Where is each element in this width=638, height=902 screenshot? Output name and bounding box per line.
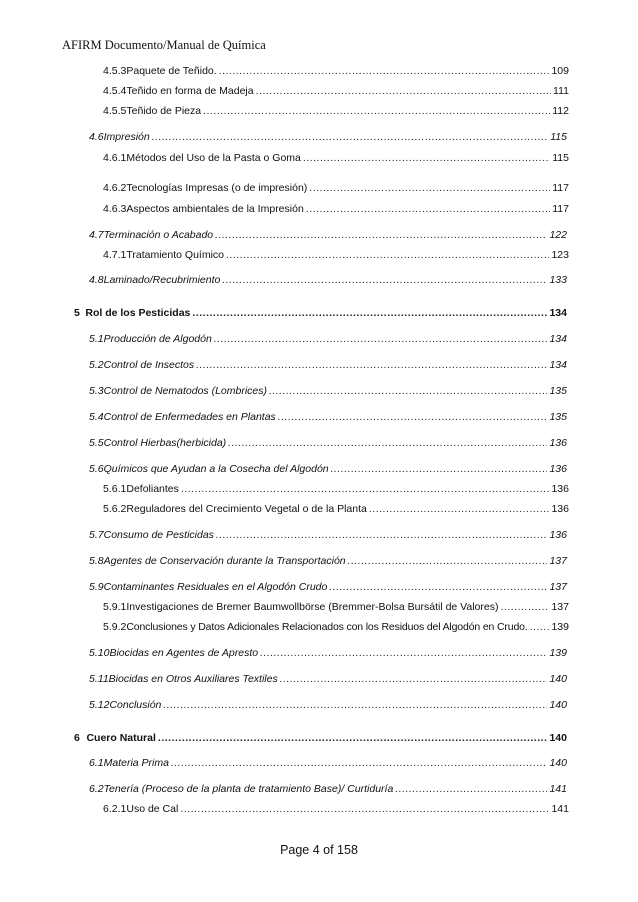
leader-dots xyxy=(196,358,547,372)
toc-number: 4.5.4 xyxy=(103,85,127,97)
toc-title: Tratamiento Químico xyxy=(126,249,225,261)
toc-entry-4-5-4[interactable] xyxy=(103,84,569,98)
leader-dots xyxy=(331,462,548,476)
toc-page: 139 xyxy=(551,621,569,633)
toc-number: 6.2.1 xyxy=(103,803,127,815)
toc-title: Contaminantes Residuales en el Algodón Crudo xyxy=(103,581,328,593)
document-header: AFIRM Documento/Manual de Química xyxy=(62,38,266,52)
toc-number: 4.7 xyxy=(89,229,104,241)
toc-entry-4-6[interactable] xyxy=(89,130,567,144)
toc-entry-5-9-2[interactable] xyxy=(103,620,569,634)
toc-page: 117 xyxy=(552,182,569,194)
toc-page: 136 xyxy=(549,529,567,541)
toc-title: Control de Nematodos (Lombrices) xyxy=(103,385,268,397)
toc-number: 5.10 xyxy=(89,647,110,659)
toc-page: 109 xyxy=(551,65,569,77)
toc-number: 5.6.2 xyxy=(103,503,127,515)
toc-title: Materia Prima xyxy=(103,757,169,769)
toc-page: 135 xyxy=(549,385,567,397)
leader-dots xyxy=(369,502,550,516)
leader-dots xyxy=(216,528,548,542)
toc-page: 137 xyxy=(549,555,567,567)
toc-entry-5-11[interactable] xyxy=(89,672,567,686)
toc-number: 4.6 xyxy=(89,131,104,143)
toc-page: 123 xyxy=(551,249,569,261)
toc-page: 140 xyxy=(549,732,567,744)
toc-entry-4-6-3[interactable] xyxy=(103,202,569,216)
toc-entry-6-2-1[interactable] xyxy=(103,802,569,816)
toc-number: 5.6 xyxy=(89,463,104,475)
toc-page: 117 xyxy=(552,203,569,215)
leader-dots xyxy=(530,620,550,634)
toc-page: 122 xyxy=(549,229,567,241)
toc-title: Uso de Cal xyxy=(126,803,179,815)
toc-number: 5.7 xyxy=(89,529,104,541)
toc-title: Tenería (Proceso de la planta de tratamiento Base)/ Curtiduría xyxy=(103,783,394,795)
toc-page: 136 xyxy=(549,437,567,449)
toc-entry-6-1[interactable] xyxy=(89,756,567,770)
toc-entry-4-8[interactable] xyxy=(89,273,567,287)
leader-dots xyxy=(500,600,549,614)
toc-title: Cuero Natural xyxy=(86,732,156,744)
toc-entry-4-5-5[interactable] xyxy=(103,104,569,118)
toc-page: 134 xyxy=(549,333,567,345)
leader-dots xyxy=(260,646,547,660)
leader-dots xyxy=(192,306,547,320)
leader-dots xyxy=(329,580,547,594)
toc-page: 115 xyxy=(550,131,567,143)
toc-title: Paquete de Teñido. xyxy=(126,65,217,77)
leader-dots xyxy=(158,731,548,745)
toc-number: 6 xyxy=(74,732,80,744)
toc-page: 136 xyxy=(551,483,569,495)
toc-entry-5-4[interactable] xyxy=(89,410,567,424)
toc-entry-5-3[interactable] xyxy=(89,384,567,398)
leader-dots xyxy=(395,782,547,796)
toc-page: 140 xyxy=(549,673,567,685)
leader-dots xyxy=(280,672,548,686)
toc-page: 134 xyxy=(549,307,567,319)
toc-number: 5.9.1 xyxy=(103,601,127,613)
toc-title: Teñido de Pieza xyxy=(126,105,202,117)
toc-number: 4.6.2 xyxy=(103,182,127,194)
toc-title: Terminación o Acabado xyxy=(103,229,214,241)
toc-entry-5-9[interactable] xyxy=(89,580,567,594)
toc-number: 5 xyxy=(74,307,80,319)
toc-number: 5.4 xyxy=(89,411,104,423)
toc-number: 5.9 xyxy=(89,581,104,593)
toc-entry-4-6-2[interactable] xyxy=(103,181,569,195)
toc-number: 5.9.2 xyxy=(103,621,127,633)
leader-dots xyxy=(222,273,547,287)
toc-title: Biocidas en Agentes de Apresto xyxy=(109,647,259,659)
toc-page: 137 xyxy=(549,581,567,593)
toc-title: Conclusiones y Datos Adicionales Relacionados con los Residuos del Algodón en Crudo. xyxy=(126,621,528,633)
toc-title: Control de Enfermedades en Plantas xyxy=(103,411,276,423)
toc-number: 5.8 xyxy=(89,555,104,567)
toc-number: 5.1 xyxy=(89,333,104,345)
toc-number: 4.5.5 xyxy=(103,105,127,117)
leader-dots xyxy=(306,202,550,216)
leader-dots xyxy=(269,384,547,398)
toc-page: 135 xyxy=(549,411,567,423)
toc-title: Conclusión xyxy=(109,699,162,711)
toc-title: Teñido en forma de Madeja xyxy=(126,85,254,97)
toc-entry-5-9-1[interactable] xyxy=(103,600,569,614)
toc-number: 6.1 xyxy=(89,757,104,769)
toc-entry-5-2[interactable] xyxy=(89,358,567,372)
toc-number: 4.8 xyxy=(89,274,104,286)
toc-page: 134 xyxy=(549,359,567,371)
toc-number: 5.5 xyxy=(89,437,104,449)
toc-number: 4.6.3 xyxy=(103,203,127,215)
toc-title: Laminado/Recubrimiento xyxy=(103,274,221,286)
page-footer: Page 4 of 158 xyxy=(280,843,358,857)
toc-number: 4.7.1 xyxy=(103,249,127,261)
leader-dots xyxy=(203,104,550,118)
toc-title: Métodos del Uso de la Pasta o Goma xyxy=(126,152,301,164)
toc-title: Consumo de Pesticidas xyxy=(103,529,214,541)
toc-entry-5-5[interactable] xyxy=(89,436,567,450)
toc-title: Investigaciones de Bremer Baumwollbörse (Bremmer-Bolsa Bursátil de Valores) xyxy=(126,601,499,613)
leader-dots xyxy=(215,228,547,242)
toc-entry-4-6-1[interactable] xyxy=(103,151,569,165)
toc-entry-6-2[interactable] xyxy=(89,782,567,796)
toc-entry-5-6-2[interactable] xyxy=(103,502,569,516)
toc-entry-5-7[interactable] xyxy=(89,528,567,542)
toc-number: 4.6.1 xyxy=(103,152,127,164)
toc-entry-4-7-1[interactable] xyxy=(103,248,569,262)
toc-entry-5-1[interactable] xyxy=(89,332,567,346)
leader-dots xyxy=(348,554,548,568)
leader-dots xyxy=(309,181,550,195)
toc-number: 5.12 xyxy=(89,699,110,711)
toc-page: 112 xyxy=(552,105,569,117)
toc-page: 141 xyxy=(549,783,567,795)
toc-title: Impresión xyxy=(103,131,150,143)
leader-dots xyxy=(180,802,549,816)
toc-number: 5.2 xyxy=(89,359,104,371)
toc-page: 141 xyxy=(551,803,569,815)
leader-dots xyxy=(256,84,551,98)
toc-number: 5.3 xyxy=(89,385,104,397)
toc-page: 140 xyxy=(549,757,567,769)
toc-title: Agentes de Conservación durante la Transportación xyxy=(103,555,346,567)
toc-page: 137 xyxy=(551,601,569,613)
leader-dots xyxy=(171,756,548,770)
toc-title: Control Hierbas(herbicida) xyxy=(103,437,227,449)
toc-title: Biocidas en Otros Auxiliares Textiles xyxy=(108,673,278,685)
toc-page: 136 xyxy=(551,503,569,515)
toc-title: Producción de Algodón xyxy=(103,333,212,345)
toc-number: 4.5.3 xyxy=(103,65,127,77)
toc-entry-5-10[interactable] xyxy=(89,646,567,660)
toc-title: Tecnologías Impresas (o de impresión) xyxy=(126,182,308,194)
leader-dots xyxy=(278,410,548,424)
leader-dots xyxy=(214,332,548,346)
toc-entry-5-12[interactable] xyxy=(89,698,567,712)
toc-page: 133 xyxy=(549,274,567,286)
toc-entry-5[interactable] xyxy=(62,306,567,320)
leader-dots xyxy=(226,248,549,262)
toc-entry-5-6-1[interactable] xyxy=(103,482,569,496)
toc-title: Reguladores del Crecimiento Vegetal o de la Planta xyxy=(126,503,367,515)
toc-title: Defoliantes xyxy=(126,483,179,495)
toc-number: 6.2 xyxy=(89,783,104,795)
toc-page: 136 xyxy=(549,463,567,475)
toc-title: Químicos que Ayudan a la Cosecha del Algodón xyxy=(103,463,329,475)
toc-title: Control de Insectos xyxy=(103,359,195,371)
leader-dots xyxy=(163,698,547,712)
toc-entry-6[interactable] xyxy=(62,731,567,745)
leader-dots xyxy=(152,130,549,144)
toc-page: 111 xyxy=(553,85,569,97)
toc-entry-5-8[interactable] xyxy=(89,554,567,568)
leader-dots xyxy=(181,482,550,496)
toc-entry-4-7[interactable] xyxy=(89,228,567,242)
toc-entry-4-5-3[interactable] xyxy=(103,64,569,78)
toc-page: 140 xyxy=(549,699,567,711)
toc-title: Aspectos ambientales de la Impresión xyxy=(126,203,304,215)
leader-dots xyxy=(228,436,547,450)
toc-page: 139 xyxy=(549,647,567,659)
leader-dots xyxy=(219,64,550,78)
toc-entry-5-6[interactable] xyxy=(89,462,567,476)
toc-title: Rol de los Pesticidas xyxy=(85,307,191,319)
toc-number: 5.6.1 xyxy=(103,483,127,495)
leader-dots xyxy=(303,151,550,165)
toc-number: 5.11 xyxy=(89,673,109,685)
toc-page: 115 xyxy=(552,152,569,164)
